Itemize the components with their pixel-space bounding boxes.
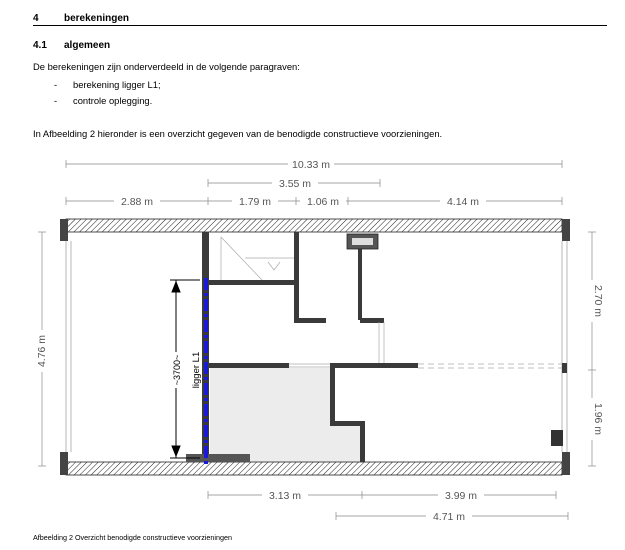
dim-total-width: 10.33 m: [292, 159, 330, 171]
dim-270: 2.70 m: [592, 284, 604, 318]
list-item-2: controle oplegging.: [73, 95, 153, 106]
span-label: ~3700~: [172, 354, 182, 386]
dim-288: 2.88 m: [120, 196, 154, 208]
floor-area: [210, 368, 334, 462]
list-dash-2: -: [54, 95, 58, 106]
dim-left-height: 4.76 m: [36, 334, 48, 368]
dim-399: 3.99 m: [444, 490, 478, 502]
subsection-number: 4.1: [33, 40, 47, 51]
list-dash-1: -: [54, 79, 58, 90]
dim-179: 1.79 m: [238, 196, 272, 208]
dim-414: 4.14 m: [446, 196, 480, 208]
dim-196: 1.96 m: [592, 402, 604, 436]
wall-bottom: [66, 462, 562, 475]
beam-label: ligger L1: [191, 351, 202, 389]
dim-355: 3.55 m: [278, 178, 312, 190]
wall-top: [66, 219, 562, 232]
list-item-1: berekening ligger L1;: [73, 79, 161, 90]
overview-paragraph: In Afbeelding 2 hieronder is een overzicht gegeven van de benodigde constructieve voorzieningen.: [33, 128, 443, 139]
dim-106: 1.06 m: [306, 196, 340, 208]
dim-313: 3.13 m: [268, 490, 302, 502]
section-title: berekeningen: [64, 13, 130, 24]
dim-471: 4.71 m: [432, 511, 466, 523]
subsection-title: algemeen: [64, 40, 111, 51]
intro-paragraph: De berekeningen zijn onderverdeeld in de volgende paragraven:: [33, 61, 300, 72]
figure-caption: Afbeelding 2 Overzicht benodigde constructieve voorzieningen: [33, 533, 232, 542]
section-number: 4: [33, 13, 39, 24]
